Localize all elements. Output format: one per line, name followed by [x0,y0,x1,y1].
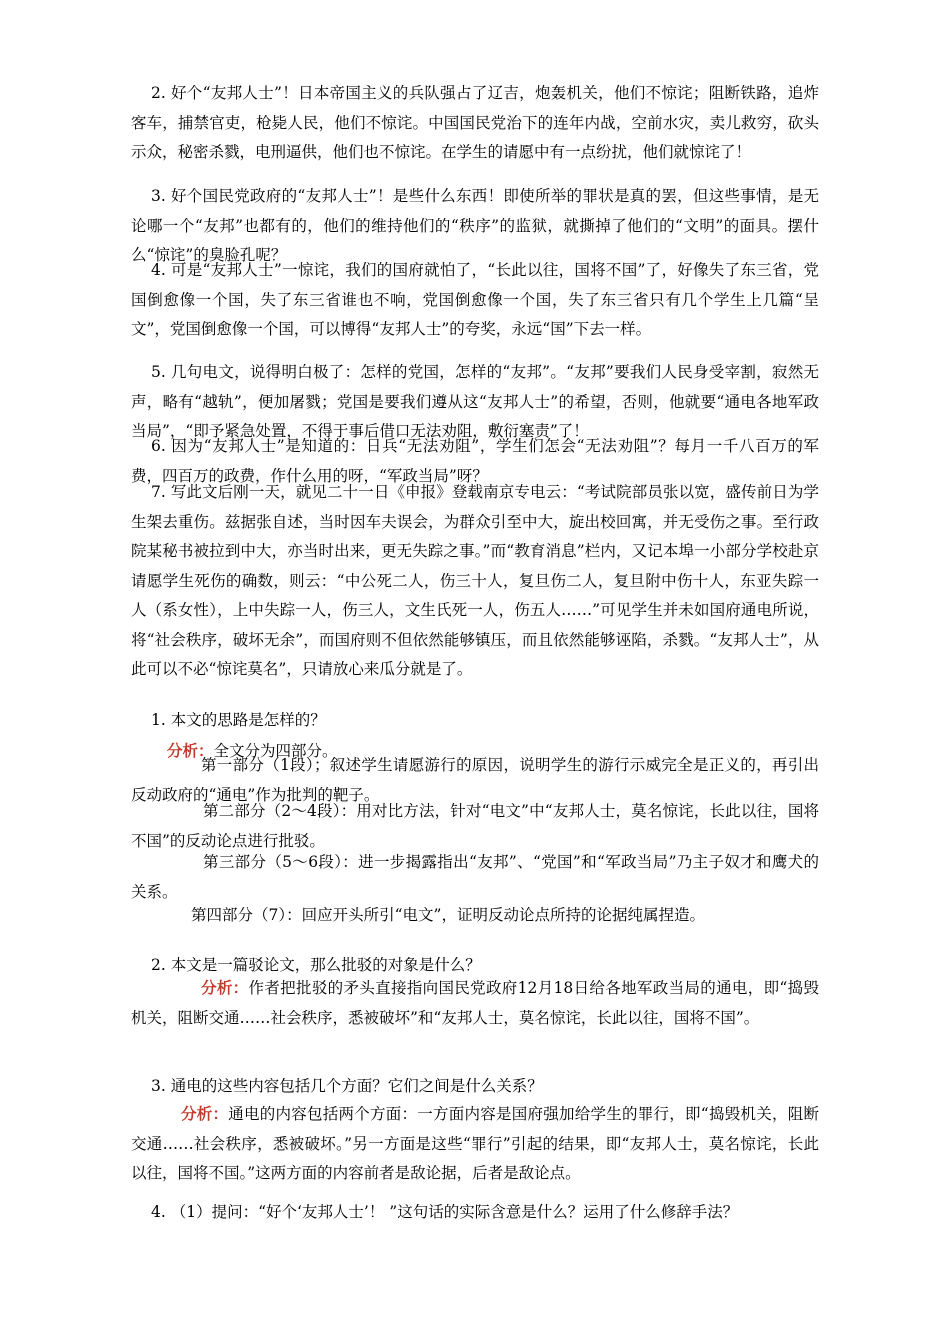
body-paragraph-3: 3. 好个国民党政府的“友邦人士”！是些什么东西！即使所举的罪状是真的罢，但这些事情，是无论哪一个“友邦”也都有的，他们的维持他们的“秩序”的监狱，就撕掉了他们的“文明”的面具。摆什么“惊诧”的臭脸孔呢？ [131,187,819,264]
body-paragraph-4: 4. 可是“友邦人士”一惊诧，我们的国府就怕了，“长此以往，国将不国”了，好像失了东三省，党国倒愈像一个国，失了东三省谁也不响，党国倒愈像一个国，失了东三省只有几个学生上几篇“呈文”，党国倒愈像一个国，可以博得“友邦人士”的夸奖，永远“国”下去一样。 [131,261,819,338]
analysis-2 [131,973,819,1033]
analysis-text: 作者把批驳的矛头直接指向国民党政府12月18日给各地军政当局的通电，即“捣毁机关，阻断交通……社会秩序，悉被破坏”和“友邦人士，莫名惊诧，长此以往，国将不国”。 [131,979,819,1027]
analysis-1-part-1: 第一部分（1段）；叙述学生请愿游行的原因，说明学生的游行示威完全是正义的，再引出反动政府的“通电”作为批判的靶子。 [131,756,819,804]
body-paragraph-7: 7. 写此文后刚一天，就见二十一日《申报》登载南京专电云：“考试院部员张以宽，盛传前日为学生架去重伤。兹据张自述，当时因车夫误会，为群众引至中大，旋出校回寓，并无受伤之事。至行政院某秘书被拉到中大，亦当时出来，更无失踪之事。”而“教育消息”栏内，又记本埠一小部分学校赴京请愿学生死伤的确数，则云：“中公死二人，伤三十人，复旦伤二人，复旦附中伤十人，东亚失踪一人（系女性），上中失踪一人，伤三人，文生氏死一人，伤五人……”可见学生并未如国府通电所说，将“社会秩序，破坏无余”，而国府则不但依然能够镇压，而且依然能够诬陷，杀戮。“友邦人士”，从此可以不必“惊诧莫名”，只请放心来瓜分就是了。 [131,483,819,678]
question-4: 4. （1）提问：“好个‘友邦人士’！ ”这句话的实际含意是什么？运用了什么修辞手法？ [151,1203,739,1221]
analysis-3 [131,1099,819,1189]
analysis-label: 分析： [201,978,249,997]
analysis-1-part-3: 第三部分（5～6段）：进一步揭露指出“友邦”、“党国”和“军政当局”乃主子奴才和鹰犬的关系。 [131,853,819,901]
body-paragraph-2: 2. 好个“友邦人士”！日本帝国主义的兵队强占了辽吉，炮轰机关，他们不惊诧；阻断铁路，追炸客车，捕禁官吏，枪毙人民，他们不惊诧。中国国民党治下的连年内战，空前水灾，卖儿救穷，砍头示众，秘密杀戮，电刑逼供，他们也不惊诧。在学生的请愿中有一点纷扰，他们就惊诧了！ [131,84,819,161]
analysis-text: 通电的内容包括两个方面：一方面内容是国府强加给学生的罪行，即“捣毁机关，阻断交通……社会秩序，悉被破坏。”另一方面是这些“罪行”引起的结果，即“友邦人士，莫名惊诧，长此以往，国将不国。”这两方面的内容前者是敌论据，后者是敌论点。 [131,1105,819,1182]
analysis-text: 全文分为四部分。 [213,742,338,760]
question-1: 1. 本文的思路是怎样的？ [151,711,326,729]
analysis-1-part-4: 第四部分（7）：回应开头所引“电文”，证明反动论点所持的论据纯属捏造。 [191,906,705,924]
body-paragraph-5: 5. 几句电文，说得明白极了：怎样的党国，怎样的“友邦”。“友邦”要我们人民身受宰割，寂然无声，略有“越轨”，便加屠戮；党国是要我们遵从这“友邦人士”的希望，否则，他就要“通电各地军政当局”，“即予紧急处置，不得于事后借口无法劝阻，敷衍塞责”了！ [131,363,819,440]
analysis-1-part-2: 第二部分（2～4段）：用对比方法，针对“电文”中“友邦人士，莫名惊诧，长此以往，国将不国”的反动论点进行批驳。 [131,802,819,850]
question-3: 3. 通电的这些内容包括几个方面？它们之间是什么关系？ [151,1077,543,1095]
question-2: 2. 本文是一篇驳论文，那么批驳的对象是什么？ [151,956,481,974]
analysis-label: 分析： [181,1104,229,1123]
analysis-label: 分析： [167,741,214,760]
body-paragraph-6: 6. 因为“友邦人士”是知道的：日兵“无法劝阻”，学生们怎会“无法劝阻”？每月一千八百万的军费，四百万的政费，作什么用的呀，“军政当局”呀？ [131,437,819,485]
